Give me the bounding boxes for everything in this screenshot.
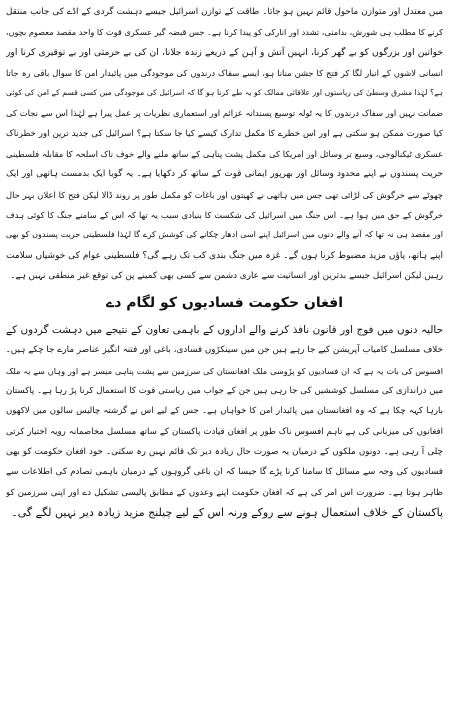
text-line: حریت پسندوں نے اپنے محدود وسائل اور بھرپور ایمانی قوت کے ساتھ کر دکھایا ہے۔ یہ گویا ایک بدمست ہاتھی اور ایک [6, 169, 443, 180]
text-line: اپنے ہاتھ، پاؤں مزید مضبوط کرنا ہوں گے۔ غزہ میں جنگ بندی کب تک رہے گی؟ فلسطینی عوام کی خوشیاں سلامت [6, 250, 443, 261]
text-line: ظاہر ہوتا ہے۔ ضرورت اس امر کی ہے کہ افغان حکومت اپنے وعدوں کے مطابق پالیسی تشکیل دے اور اپنی سرزمین کو [6, 487, 443, 498]
text-line: میں معتدل اور متوازن ماحول قائم نہیں ہو جاتا۔ طاقت کے توازن اسرائیل جیسے دہشت گردی کے اڈے کی جانب منتقل [6, 7, 443, 17]
text-line: خرگوش کے حق میں ہوا ہے۔ اس جنگ میں اسرائیل کی شکست کا بنیادی سبب یہ تھا کہ اس کے سامنے جنگ کا کوئی ہدف [6, 209, 443, 220]
text-line: ضمانت نہیں اور سفاک درندوں کا یہ ٹولہ توسیع پسندانہ عزائم اور استعماری نظریات پر عمل پیرا ہے لہٰذا اس سے نجات کی [6, 108, 443, 119]
text-line: اور مقصد ہی نہ تھا کہ آنے والے دنوں میں اسرائیل اپنے اسی ادھار چکانے کی کوشش کرے گا لہٰذا فلسطینی حریت پسندوں کو بھی [6, 230, 443, 240]
text-line: کرنے کا مطلب ہی شورش، بدامنی، تشدد اور انارکی کو پیدا کرنا ہے۔ جس قبضہ گیر عسکری قوت کا واحد مقصد معصوم بچوں، [6, 27, 443, 38]
text-line: خلاف مسلسل کامیاب آپریشن کیے جا رہے ہیں جن میں سینکڑوں فسادی، باغی اور فتنہ انگیز عناصر مارے جا چکے ہیں۔ [6, 345, 443, 356]
text-line: عسکری ٹیکنالوجی، وسیع تر وسائل اور امریکا کی مکمل پشت پناہی کے ساتھ ملنے والے خوف ناک اسلحہ کا مقابلہ فلسطینی [6, 149, 443, 160]
text-line: افسوس کی بات یہ ہے کہ ان فسادیوں کو پڑوسی ملک افغانستان کی سرزمین سے پشت پناہی میسر ہے اور وہاں سے یہ ملک [6, 365, 443, 376]
text-line: چلی آ رہی ہے۔ دونوں ملکوں کے درمیان یہ صورت حال زیادہ دیر تک قائم نہیں رہ سکتی۔ خود افغان حکومت کو بھی [6, 446, 443, 457]
text-line: میں دراندازی کی مسلسل کوششیں کی جا رہی ہیں جن کے جواب میں ریاستی قوت کا استعمال کرنا پڑ رہا ہے۔ پاکستان [6, 386, 443, 397]
text-line: افغانوں کی میزبانی کی ہے تاہم افسوس ناک طور پر افغان قیادت پاکستان کے ساتھ مسلسل مخاصمانہ رویہ اختیار کرتی [6, 426, 443, 437]
text-line: رہیں لیکن اسرائیل جیسے بدترین اور انسانیت سے عاری دشمن سے کسی بھی کمینے پن کی توقع غیر منطقی نہیں ہے۔ [10, 270, 443, 281]
section-heading: افغان حکومت فسادیوں کو لگام دے [105, 295, 343, 312]
text-line: پاکستان کے خلاف استعمال ہونے سے روکے ورنہ اس کے لیے چیلنج مزید زیادہ دیر نہیں لگے گی۔ [11, 505, 443, 519]
article-paragraph-afghanistan [6, 320, 443, 523]
text-line: چھوٹے سے خرگوش کی لڑائی تھی جس میں ہاتھی نے کھیتوں اور باغات کو مکمل طور پر روند ڈالا لیکن فتح کا اعلان بہر حال [6, 189, 443, 200]
text-line: فسادیوں کی وجہ سے مسائل کا سامنا کرنا پڑے گا جیسا کہ ان باغی گروہوں کے درمیان باہمی تصادم کی اطلاعات سے [6, 467, 443, 478]
text-line: کیا صورت ممکن ہو سکتی ہے اور اس خطرے کا مکمل تدارک کیسے کیا جا سکتا ہے؟ اسرائیل کی جدید ترین اور خطرناک [6, 128, 443, 139]
text-line: انسانی لاشوں کے انبار لگا کر فتح کا جشن منانا ہو، ایسے سفاک درندوں کی موجودگی میں پائیدار امن کا سوال باقی رہ جاتا [6, 67, 443, 78]
text-line: بارہا کہہ چکا ہے کہ وہ افغانستان میں پائیدار امن کا خواہاں ہے۔ جس کے لیے اس نے گزشتہ چالیس سالوں میں لاکھوں [6, 406, 443, 417]
text-line: خواتین اور بزرگوں کو بے گھر کرنا، انہیں آتش و آہن کے ذریعے زندہ جلانا، ان کی بے حرمتی اور بے توقیری کرنا اور [6, 46, 443, 58]
text-line: حالیہ دنوں میں فوج اور قانون نافذ کرنے والے اداروں کے باہمی تعاون کے نتیجے میں دہشت گردوں کے [6, 324, 443, 337]
text-line: ہے؟ لہٰذا مشرق وسطیٰ کی ریاستوں اور علاقائی ممالک کو یہ طے کرنا ہو گا کہ اسرائیل کی موجودگی میں کسی قسم کے امن کی کوئی [6, 88, 443, 98]
article-paragraph-israel [6, 2, 443, 286]
